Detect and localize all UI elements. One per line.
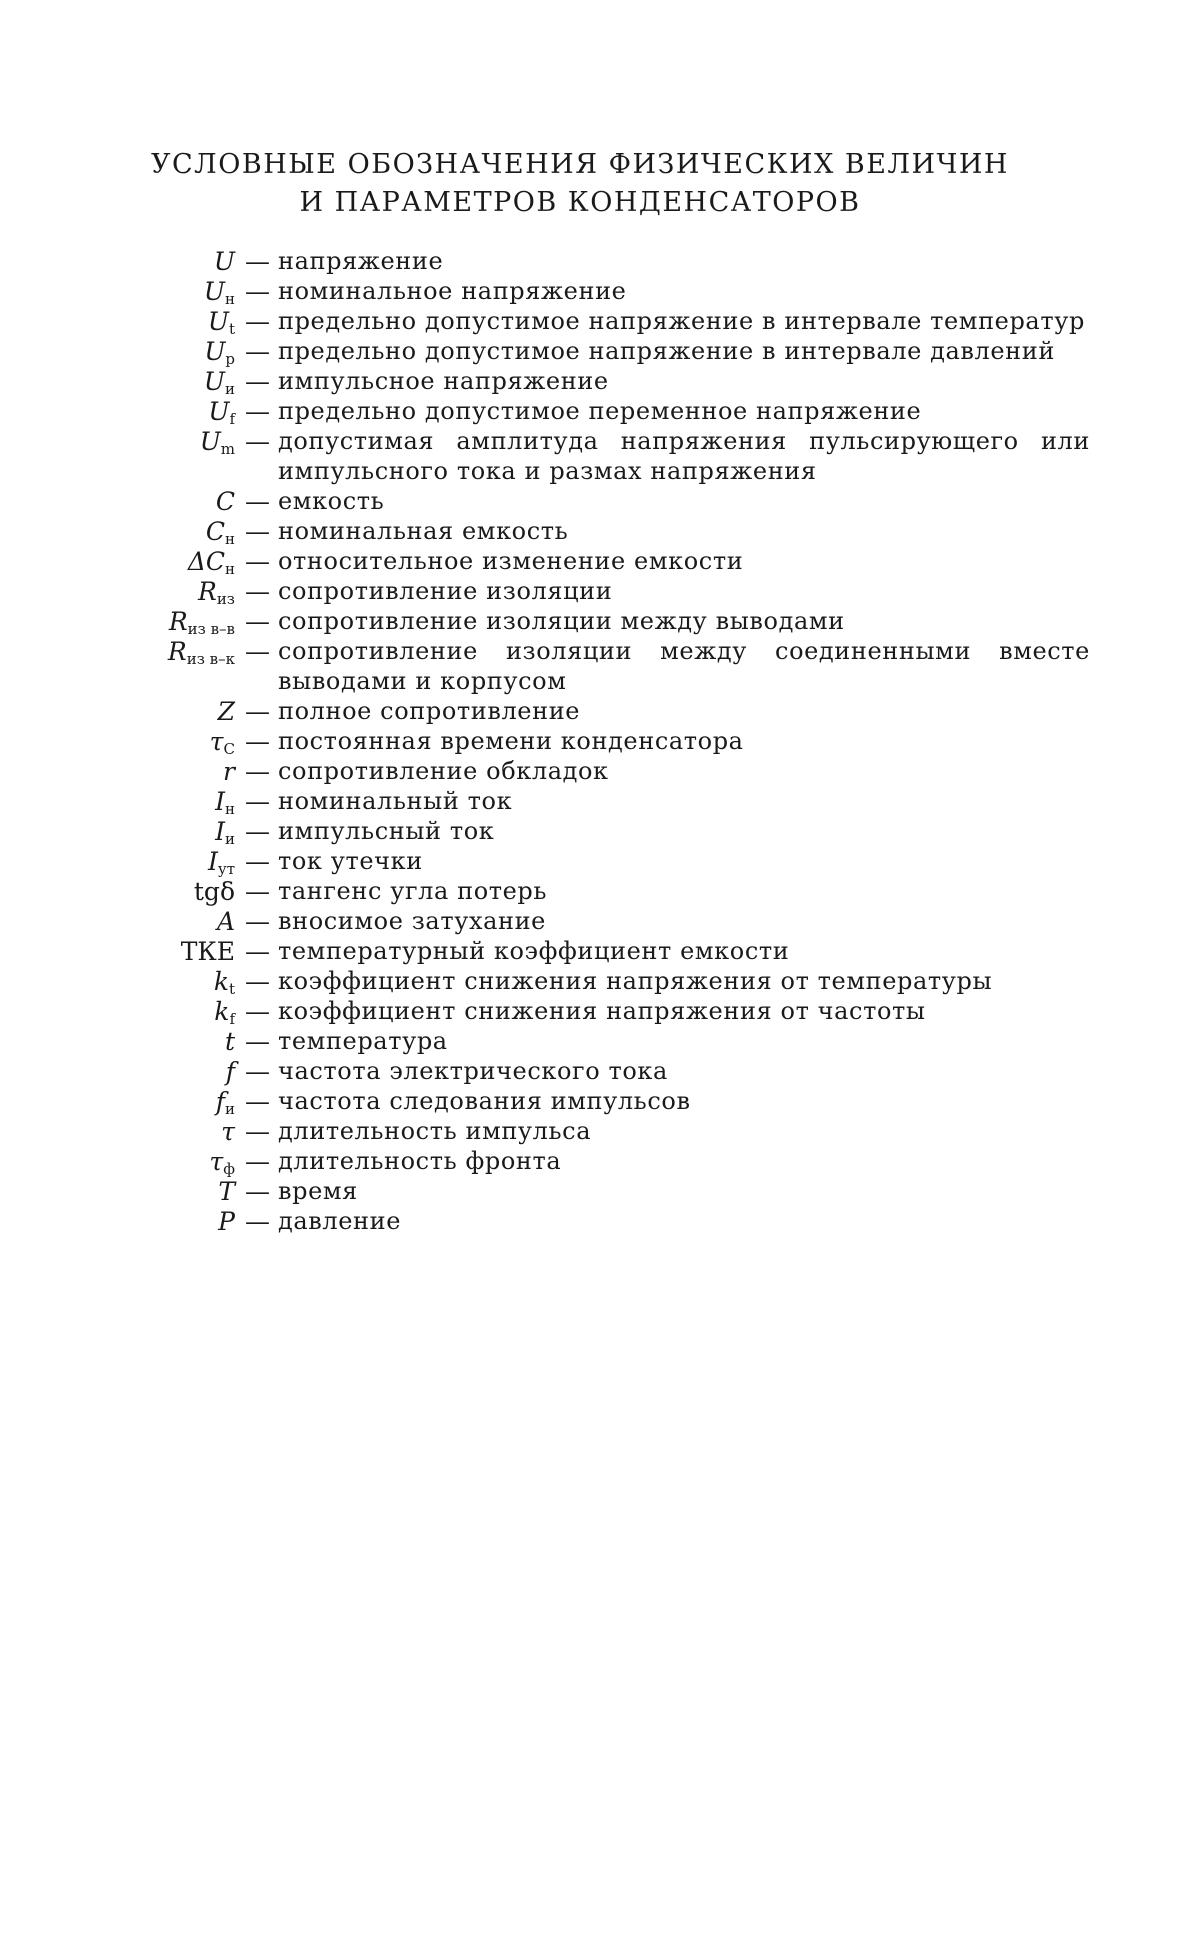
symbol-description: номинальная емкость <box>278 517 569 545</box>
em-dash: — <box>245 547 270 576</box>
symbol-letter: I <box>207 847 218 876</box>
symbol-entry <box>0 876 1200 906</box>
symbol-subscript: и <box>225 380 235 398</box>
em-dash: — <box>245 907 270 936</box>
symbol-description: предельно допустимое напряжение в интервале давлений <box>278 337 1055 365</box>
symbol-description: давление <box>278 1207 402 1235</box>
symbol-subscript: и <box>225 1100 235 1118</box>
em-dash: — <box>245 1117 270 1146</box>
symbol-subscript: C <box>223 740 235 758</box>
em-dash: — <box>245 637 270 666</box>
symbol-description: напряжение <box>278 247 444 275</box>
symbol <box>0 486 235 518</box>
symbol-description: коэффициент снижения напряжения от частоты <box>278 997 926 1025</box>
symbol-subscript: из в–в <box>187 620 235 638</box>
symbol-entry <box>0 546 1200 576</box>
symbol-entry <box>0 336 1200 366</box>
symbol-subscript: из <box>216 590 235 608</box>
em-dash: — <box>245 397 270 426</box>
symbol-description: время <box>278 1177 358 1205</box>
symbol-letter: Z <box>217 697 235 726</box>
em-dash: — <box>245 1057 270 1086</box>
symbol-description: сопротивление обкладок <box>278 757 609 785</box>
symbol <box>0 246 235 278</box>
symbol-entry <box>0 756 1200 786</box>
symbol-entry <box>0 396 1200 426</box>
em-dash: — <box>245 847 270 876</box>
symbol-letter: P <box>218 1207 235 1236</box>
symbol-entry <box>0 366 1200 396</box>
symbol-description: номинальное напряжение <box>278 277 627 305</box>
symbol-entry <box>0 846 1200 876</box>
symbol-entry <box>0 1056 1200 1086</box>
symbol-letter: ΔC <box>187 547 225 576</box>
em-dash: — <box>245 997 270 1026</box>
symbol-subscript: н <box>225 290 235 308</box>
symbol <box>0 906 235 938</box>
symbol-letter: A <box>216 907 235 936</box>
symbol-description: постоянная времени конденсатора <box>278 727 744 755</box>
page-title-line-1: УСЛОВНЫЕ ОБОЗНАЧЕНИЯ ФИЗИЧЕСКИХ ВЕЛИЧИН <box>151 149 1009 181</box>
em-dash: — <box>245 937 270 966</box>
symbol-letter: I <box>215 817 225 846</box>
symbol-description: импульсное напряжение <box>278 367 609 395</box>
symbol-entry <box>0 1146 1200 1176</box>
symbol-letter: τ <box>209 727 224 756</box>
symbol-subscript: н <box>225 530 235 548</box>
symbol-description: относительное изменение емкости <box>278 547 744 575</box>
em-dash: — <box>245 1087 270 1116</box>
symbol-letter: f <box>215 1087 225 1116</box>
symbol-letter: C <box>215 487 235 516</box>
symbol-description: сопротивление изоляции <box>278 577 613 605</box>
symbol-description: вносимое затухание <box>278 907 546 935</box>
symbol-subscript: m <box>220 440 235 458</box>
symbol-description: предельно допустимое напряжение в интервале температур <box>278 307 1085 335</box>
symbol-description: тангенс угла потерь <box>278 877 548 905</box>
symbol <box>0 1026 235 1058</box>
symbol-subscript: f <box>229 410 235 428</box>
symbol-subscript: ф <box>223 1160 235 1178</box>
symbol-entry <box>0 936 1200 966</box>
symbol-description: полное сопротивление <box>278 697 581 725</box>
em-dash: — <box>245 337 270 366</box>
symbol <box>0 876 235 908</box>
symbol-description: длительность импульса <box>278 1117 592 1145</box>
symbol-description: номинальный ток <box>278 787 513 815</box>
symbol-entry <box>0 996 1200 1026</box>
symbol-entry <box>0 786 1200 816</box>
symbol-list <box>0 246 1200 1236</box>
em-dash: — <box>245 1207 270 1236</box>
symbol-description: емкость <box>278 487 385 515</box>
symbol-description: сопротивление изоляции между соединенными вместе выводами и корпусом <box>278 637 1090 695</box>
symbol <box>0 1176 235 1208</box>
em-dash: — <box>245 577 270 606</box>
symbol-entry <box>0 576 1200 606</box>
symbol-letter: U <box>203 367 225 396</box>
symbol-description: температурный коэффициент емкости <box>278 937 790 965</box>
symbol-subscript: t <box>228 320 235 338</box>
symbol <box>0 1056 235 1088</box>
symbol-entry <box>0 966 1200 996</box>
symbol-letter: U <box>213 247 235 276</box>
em-dash: — <box>245 727 270 756</box>
symbol-letter: U <box>203 277 225 306</box>
em-dash: — <box>245 487 270 516</box>
symbol-letter: I <box>215 787 225 816</box>
symbol-entry <box>0 636 1200 696</box>
em-dash: — <box>245 247 270 276</box>
symbol-entry <box>0 696 1200 726</box>
symbol-letter: U <box>208 397 230 426</box>
em-dash: — <box>245 817 270 846</box>
symbol-description: ток утечки <box>278 847 423 875</box>
symbol-entry <box>0 486 1200 516</box>
symbol-letter: U <box>207 307 229 336</box>
symbol-letter: r <box>223 757 235 786</box>
em-dash: — <box>245 1147 270 1176</box>
em-dash: — <box>245 1027 270 1056</box>
symbol-letter: R <box>167 637 187 666</box>
symbol-description: сопротивление изоляции между выводами <box>278 607 845 635</box>
symbol-entry <box>0 426 1200 486</box>
symbol-entry <box>0 516 1200 546</box>
symbol-entry <box>0 726 1200 756</box>
symbol-entry <box>0 1026 1200 1056</box>
em-dash: — <box>245 277 270 306</box>
symbol-letter: T <box>218 1177 235 1206</box>
symbol-letter: U <box>199 427 221 456</box>
symbol-description: импульсный ток <box>278 817 495 845</box>
symbol-entry <box>0 306 1200 336</box>
symbol-description: длительность фронта <box>278 1147 562 1175</box>
symbol-description: частота электрического тока <box>278 1057 668 1085</box>
symbol-entry <box>0 276 1200 306</box>
symbol <box>0 1116 235 1148</box>
symbol-letter: ТКЕ <box>180 937 235 966</box>
symbol-entry <box>0 1176 1200 1206</box>
em-dash: — <box>245 427 270 456</box>
em-dash: — <box>245 1177 270 1206</box>
em-dash: — <box>245 307 270 336</box>
symbol-subscript: t <box>228 980 235 998</box>
symbol-subscript: f <box>229 1010 235 1028</box>
symbol-letter: R <box>197 577 217 606</box>
symbol-entry <box>0 816 1200 846</box>
page-title-line-2: И ПАРАМЕТРОВ КОНДЕНСАТОРОВ <box>299 187 861 219</box>
symbol-letter: f <box>225 1057 235 1086</box>
symbol-entry <box>0 906 1200 936</box>
symbol-letter: U <box>204 337 226 366</box>
symbol-subscript: н <box>225 800 235 818</box>
symbol-letter: k <box>214 997 230 1026</box>
symbol-subscript: из в–к <box>186 650 235 668</box>
symbol-letter: k <box>213 967 229 996</box>
symbol <box>0 636 235 675</box>
em-dash: — <box>245 367 270 396</box>
symbol-description: допустимая амплитуда напряжения пульсирующего или импульсного тока и размах напряжения <box>278 427 1090 485</box>
symbol <box>0 1206 235 1238</box>
symbol-subscript: и <box>225 830 235 848</box>
symbol-letter: C <box>205 517 225 546</box>
em-dash: — <box>245 607 270 636</box>
symbol-letter: τ <box>209 1147 224 1176</box>
symbol-letter: t <box>224 1027 235 1056</box>
symbol-entry <box>0 1116 1200 1146</box>
symbol-description: частота следования импульсов <box>278 1087 691 1115</box>
symbol <box>0 696 235 728</box>
em-dash: — <box>245 877 270 906</box>
symbol-description: коэффициент снижения напряжения от температуры <box>278 967 993 995</box>
em-dash: — <box>245 757 270 786</box>
em-dash: — <box>245 967 270 996</box>
symbol-entry <box>0 606 1200 636</box>
symbol-letter: τ <box>221 1117 235 1146</box>
symbol-subscript: p <box>225 350 235 368</box>
symbol <box>0 426 235 465</box>
symbol-letter: tgδ <box>193 877 235 906</box>
em-dash: — <box>245 517 270 546</box>
symbol-letter: R <box>168 607 188 636</box>
page-title <box>0 146 1160 222</box>
symbol <box>0 936 235 968</box>
symbol-description: предельно допустимое переменное напряжение <box>278 397 922 425</box>
symbol-description: температура <box>278 1027 448 1055</box>
symbol-entry <box>0 1086 1200 1116</box>
symbol-subscript: н <box>225 560 235 578</box>
symbol-subscript: ут <box>217 860 235 878</box>
em-dash: — <box>245 787 270 816</box>
symbol <box>0 756 235 788</box>
symbol-entry <box>0 246 1200 276</box>
em-dash: — <box>245 697 270 726</box>
symbol-entry <box>0 1206 1200 1236</box>
